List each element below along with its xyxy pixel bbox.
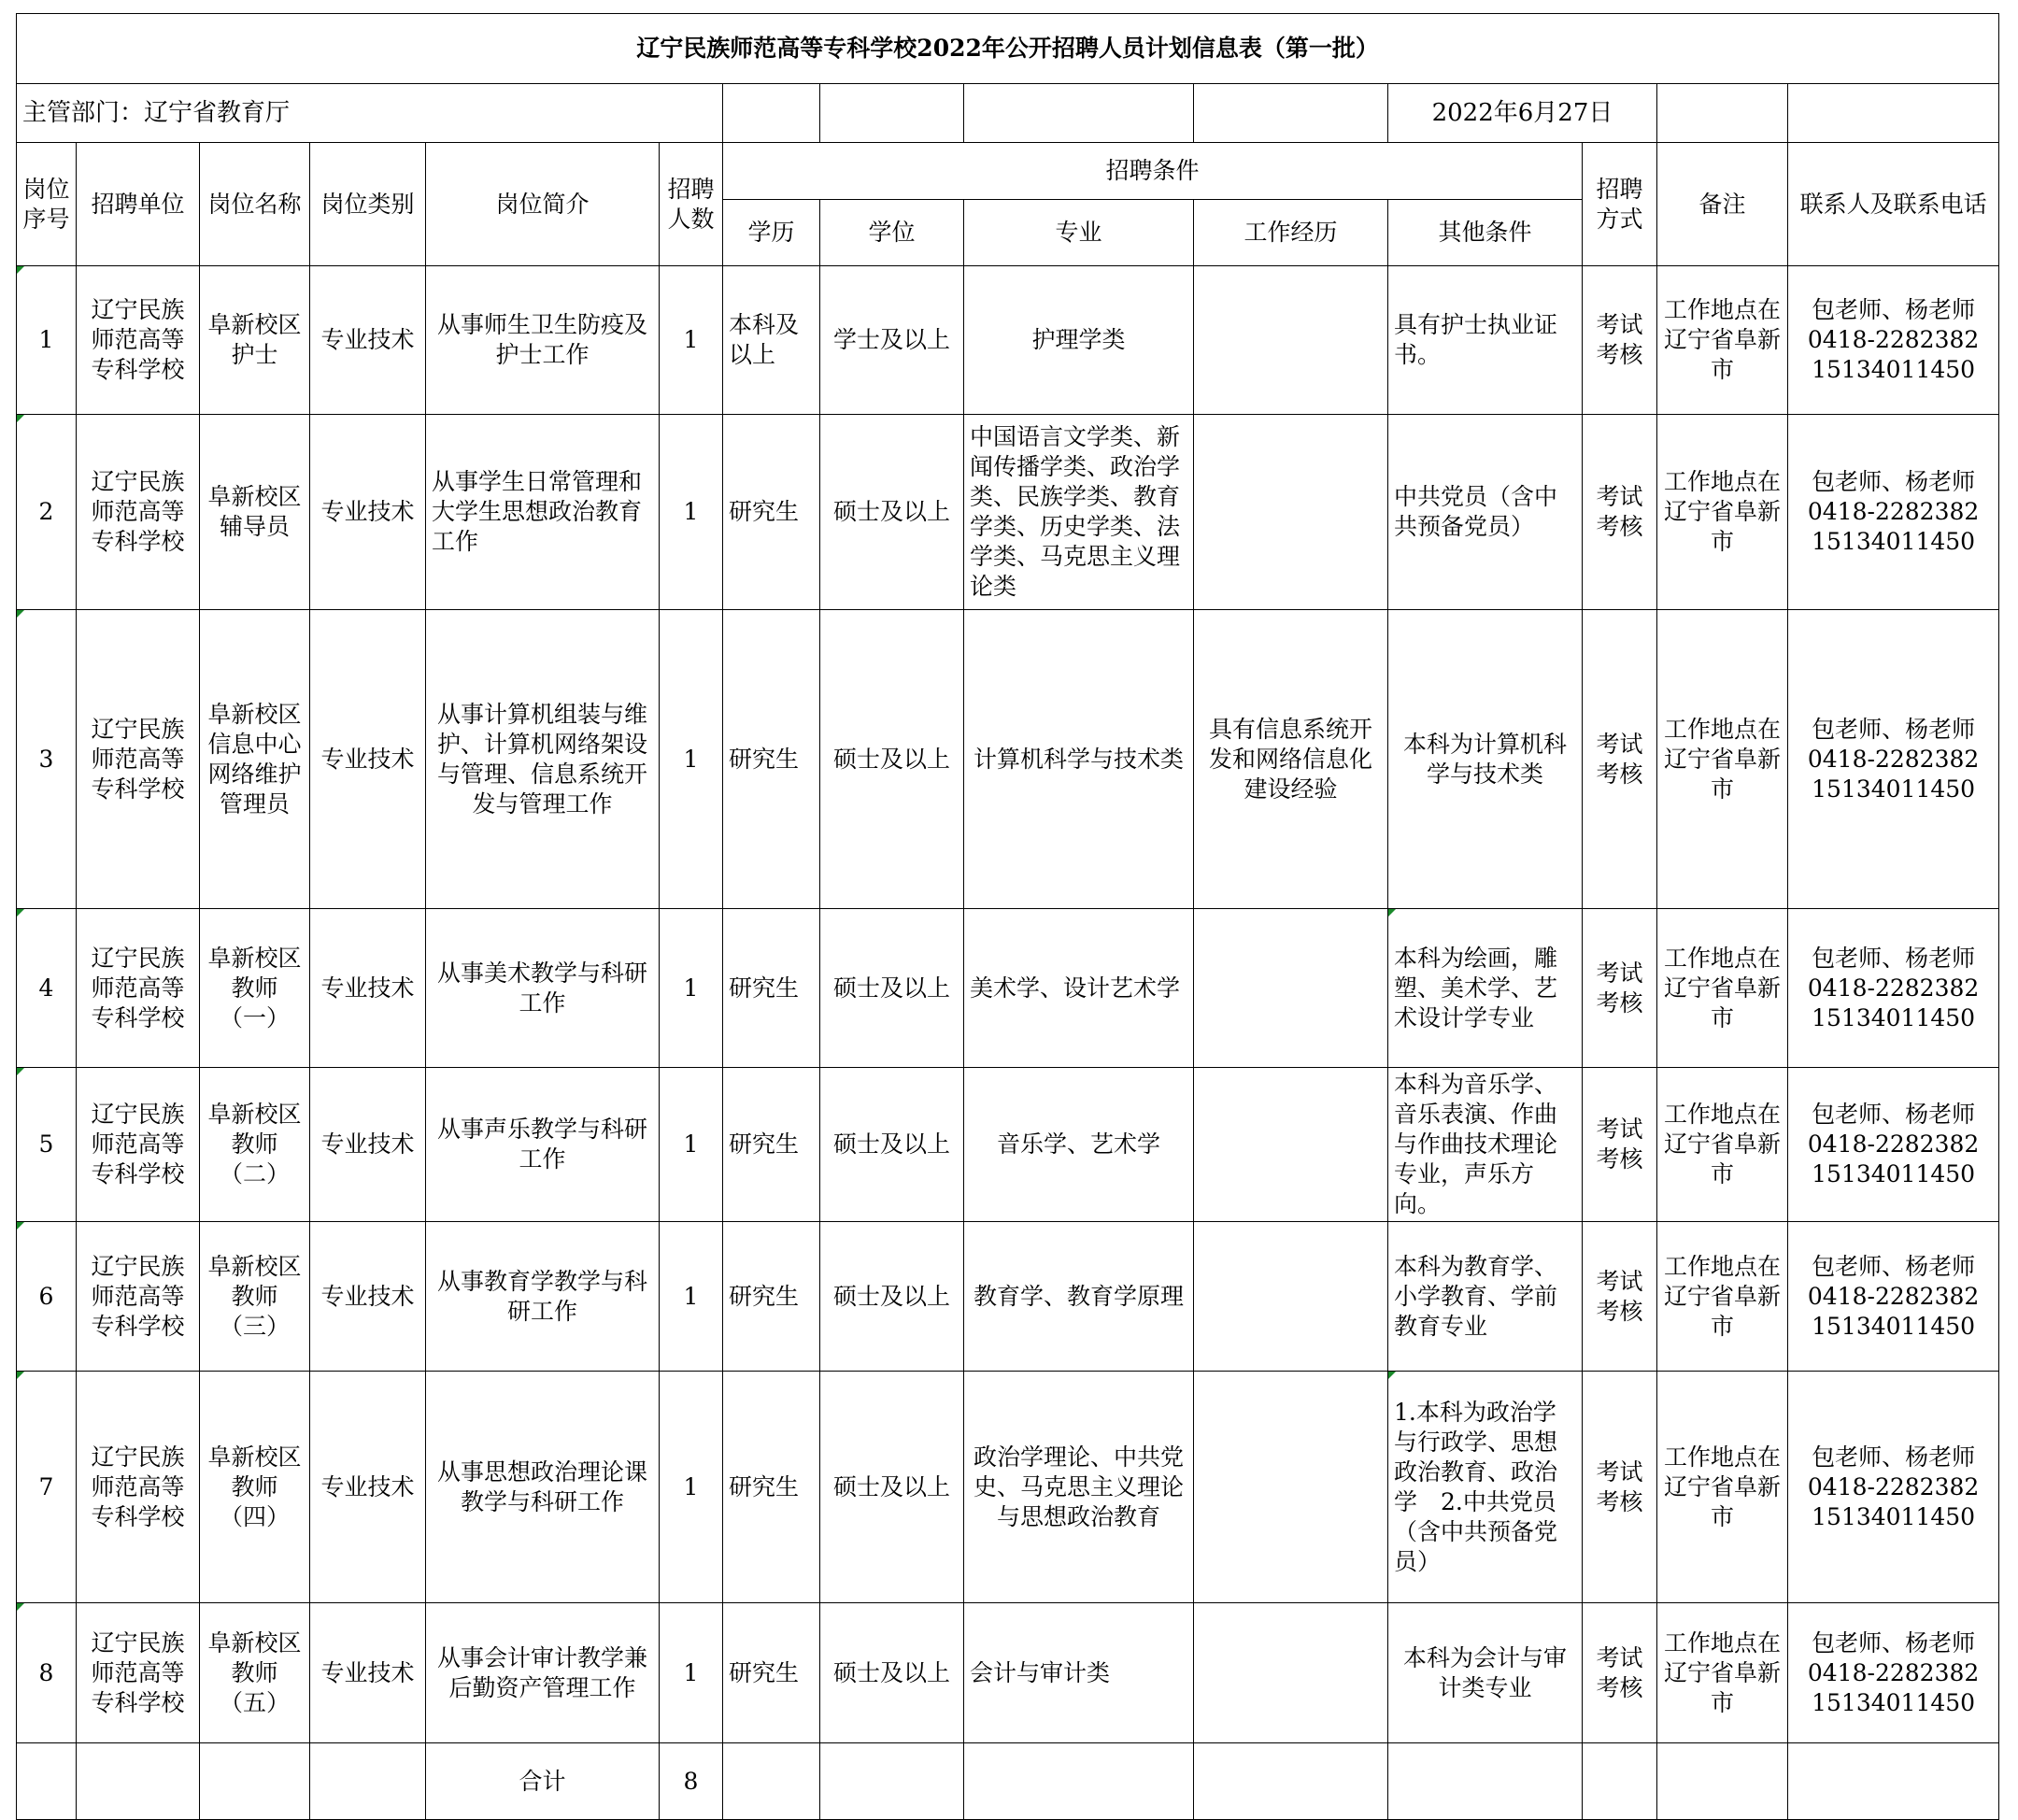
cell-education: 研究生 bbox=[723, 1603, 820, 1743]
cell-major: 音乐学、艺术学 bbox=[964, 1068, 1194, 1222]
table-row bbox=[17, 909, 1999, 1068]
cell-note: 工作地点在辽宁省阜新市 bbox=[1657, 1222, 1788, 1372]
contact-phone: 0418-2282382 bbox=[1807, 1130, 1980, 1158]
cell-experience bbox=[1194, 1222, 1388, 1372]
contact-names: 包老师、杨老师 bbox=[1812, 296, 1976, 323]
cell-count: 1 bbox=[660, 1372, 723, 1603]
cell-intro: 从事声乐教学与科研工作 bbox=[426, 1068, 660, 1222]
cell-intro: 从事思想政治理论课教学与科研工作 bbox=[426, 1372, 660, 1603]
blank-cell bbox=[964, 84, 1194, 143]
cell-category: 专业技术 bbox=[310, 1372, 426, 1603]
cell-count: 1 bbox=[660, 266, 723, 415]
blank-cell bbox=[310, 1743, 426, 1820]
blank-cell bbox=[1194, 84, 1388, 143]
contact-mobile: 15134011450 bbox=[1812, 1312, 1976, 1340]
contact-phone: 0418-2282382 bbox=[1807, 1658, 1980, 1686]
blank-cell bbox=[820, 84, 964, 143]
cell-major: 教育学、教育学原理 bbox=[964, 1222, 1194, 1372]
cell-category: 专业技术 bbox=[310, 1068, 426, 1222]
cell-contact bbox=[1788, 1068, 1999, 1222]
blank-cell bbox=[1657, 1743, 1788, 1820]
header-note: 备注 bbox=[1657, 143, 1788, 266]
contact-names: 包老师、杨老师 bbox=[1812, 468, 1976, 495]
cell-major: 美术学、设计艺术学 bbox=[964, 909, 1194, 1068]
cell-major: 会计与审计类 bbox=[964, 1603, 1194, 1743]
cell-marker-icon bbox=[17, 909, 24, 917]
cell-experience bbox=[1194, 266, 1388, 415]
cell-unit: 辽宁民族师范高等专科学校 bbox=[77, 1222, 200, 1372]
cell-note: 工作地点在辽宁省阜新市 bbox=[1657, 1603, 1788, 1743]
cell-education: 研究生 bbox=[723, 415, 820, 610]
cell-seq: 4 bbox=[17, 909, 77, 1068]
header-category: 岗位类别 bbox=[310, 143, 426, 266]
cell-unit: 辽宁民族师范高等专科学校 bbox=[77, 266, 200, 415]
cell-experience bbox=[1194, 1603, 1388, 1743]
table-row bbox=[17, 610, 1999, 909]
cell-method: 考试考核 bbox=[1583, 266, 1657, 415]
cell-other: 本科为计算机科学与技术类 bbox=[1388, 610, 1583, 909]
cell-seq: 3 bbox=[17, 610, 77, 909]
header-method: 招聘方式 bbox=[1583, 143, 1657, 266]
cell-major: 计算机科学与技术类 bbox=[964, 610, 1194, 909]
cell-unit: 辽宁民族师范高等专科学校 bbox=[77, 415, 200, 610]
cell-other: 本科为会计与审计类专业 bbox=[1388, 1603, 1583, 1743]
cell-experience bbox=[1194, 909, 1388, 1068]
table-row bbox=[17, 1222, 1999, 1372]
cell-seq: 6 bbox=[17, 1222, 77, 1372]
cell-intro: 从事教育学教学与科研工作 bbox=[426, 1222, 660, 1372]
blank-cell bbox=[1583, 1743, 1657, 1820]
blank-cell bbox=[723, 1743, 820, 1820]
cell-contact bbox=[1788, 415, 1999, 610]
contact-mobile: 15134011450 bbox=[1812, 1003, 1976, 1031]
cell-seq: 7 bbox=[17, 1372, 77, 1603]
cell-intro: 从事会计审计教学兼后勤资产管理工作 bbox=[426, 1603, 660, 1743]
header-degree: 学位 bbox=[820, 200, 964, 266]
cell-marker-icon bbox=[17, 610, 24, 618]
cell-count: 1 bbox=[660, 1068, 723, 1222]
cell-post: 阜新校区教师（五） bbox=[200, 1603, 310, 1743]
header-major: 专业 bbox=[964, 200, 1194, 266]
header-education: 学历 bbox=[723, 200, 820, 266]
header-post-name: 岗位名称 bbox=[200, 143, 310, 266]
contact-names: 包老师、杨老师 bbox=[1812, 1101, 1976, 1128]
blank-cell bbox=[17, 1743, 77, 1820]
total-row bbox=[17, 1743, 1999, 1820]
table-row bbox=[17, 1603, 1999, 1743]
contact-phone: 0418-2282382 bbox=[1807, 498, 1980, 525]
cell-category: 专业技术 bbox=[310, 909, 426, 1068]
cell-degree: 硕士及以上 bbox=[820, 610, 964, 909]
cell-degree: 硕士及以上 bbox=[820, 1603, 964, 1743]
cell-post: 阜新校区教师（二） bbox=[200, 1068, 310, 1222]
cell-intro: 从事美术教学与科研工作 bbox=[426, 909, 660, 1068]
cell-experience bbox=[1194, 415, 1388, 610]
cell-education: 研究生 bbox=[723, 1068, 820, 1222]
cell-education: 研究生 bbox=[723, 610, 820, 909]
header-other: 其他条件 bbox=[1388, 200, 1583, 266]
cell-count: 1 bbox=[660, 610, 723, 909]
cell-unit: 辽宁民族师范高等专科学校 bbox=[77, 909, 200, 1068]
cell-contact bbox=[1788, 610, 1999, 909]
contact-names: 包老师、杨老师 bbox=[1812, 944, 1976, 972]
header-contact: 联系人及联系电话 bbox=[1788, 143, 1999, 266]
cell-contact bbox=[1788, 1222, 1999, 1372]
cell-method: 考试考核 bbox=[1583, 1068, 1657, 1222]
publish-date: 2022年6月27日 bbox=[1388, 84, 1657, 143]
cell-degree: 学士及以上 bbox=[820, 266, 964, 415]
cell-method: 考试考核 bbox=[1583, 1372, 1657, 1603]
cell-post: 阜新校区辅导员 bbox=[200, 415, 310, 610]
contact-phone: 0418-2282382 bbox=[1807, 1472, 1980, 1500]
contact-mobile: 15134011450 bbox=[1812, 528, 1976, 555]
cell-note: 工作地点在辽宁省阜新市 bbox=[1657, 1068, 1788, 1222]
recruitment-table bbox=[16, 13, 1999, 1820]
cell-major: 中国语言文学类、新闻传播学类、政治学类、民族学类、教育学类、历史学类、法学类、马克思主义理论类 bbox=[964, 415, 1194, 610]
cell-count: 1 bbox=[660, 1603, 723, 1743]
total-count: 8 bbox=[660, 1743, 723, 1820]
cell-note: 工作地点在辽宁省阜新市 bbox=[1657, 415, 1788, 610]
cell-marker-icon bbox=[1388, 909, 1396, 917]
cell-category: 专业技术 bbox=[310, 610, 426, 909]
cell-degree: 硕士及以上 bbox=[820, 415, 964, 610]
cell-major: 政治学理论、中共党史、马克思主义理论与思想政治教育 bbox=[964, 1372, 1194, 1603]
cell-method: 考试考核 bbox=[1583, 909, 1657, 1068]
cell-degree: 硕士及以上 bbox=[820, 1068, 964, 1222]
cell-degree: 硕士及以上 bbox=[820, 1222, 964, 1372]
contact-mobile: 15134011450 bbox=[1812, 1502, 1976, 1530]
contact-mobile: 15134011450 bbox=[1812, 356, 1976, 383]
cell-intro: 从事计算机组装与维护、计算机网络架设与管理、信息系统开发与管理工作 bbox=[426, 610, 660, 909]
cell-experience: 具有信息系统开发和网络信息化建设经验 bbox=[1194, 610, 1388, 909]
cell-post: 阜新校区教师（三） bbox=[200, 1222, 310, 1372]
cell-post: 阜新校区信息中心网络维护管理员 bbox=[200, 610, 310, 909]
cell-unit: 辽宁民族师范高等专科学校 bbox=[77, 610, 200, 909]
total-label: 合计 bbox=[426, 1743, 660, 1820]
cell-method: 考试考核 bbox=[1583, 415, 1657, 610]
blank-cell bbox=[820, 1743, 964, 1820]
cell-note: 工作地点在辽宁省阜新市 bbox=[1657, 1372, 1788, 1603]
cell-seq: 8 bbox=[17, 1603, 77, 1743]
contact-names: 包老师、杨老师 bbox=[1812, 1628, 1976, 1656]
cell-marker-icon bbox=[17, 1222, 24, 1230]
cell-method: 考试考核 bbox=[1583, 610, 1657, 909]
cell-post: 阜新校区护士 bbox=[200, 266, 310, 415]
cell-contact bbox=[1788, 266, 1999, 415]
cell-other: 中共党员（含中共预备党员） bbox=[1388, 415, 1583, 610]
cell-degree: 硕士及以上 bbox=[820, 1372, 964, 1603]
cell-other: 本科为教育学、小学教育、学前教育专业 bbox=[1388, 1222, 1583, 1372]
table-row bbox=[17, 1372, 1999, 1603]
header-intro: 岗位简介 bbox=[426, 143, 660, 266]
cell-count: 1 bbox=[660, 415, 723, 610]
cell-count: 1 bbox=[660, 1222, 723, 1372]
cell-category: 专业技术 bbox=[310, 266, 426, 415]
department-label: 主管部门：辽宁省教育厅 bbox=[17, 84, 723, 143]
cell-intro: 从事学生日常管理和大学生思想政治教育工作 bbox=[426, 415, 660, 610]
cell-marker-icon bbox=[1388, 1372, 1396, 1379]
cell-count: 1 bbox=[660, 909, 723, 1068]
contact-phone: 0418-2282382 bbox=[1807, 974, 1980, 1002]
header-seq: 岗位序号 bbox=[17, 143, 77, 266]
cell-seq: 5 bbox=[17, 1068, 77, 1222]
cell-marker-icon bbox=[17, 1603, 24, 1611]
blank-cell bbox=[723, 84, 820, 143]
cell-major: 护理学类 bbox=[964, 266, 1194, 415]
cell-education: 研究生 bbox=[723, 909, 820, 1068]
cell-method: 考试考核 bbox=[1583, 1222, 1657, 1372]
cell-contact bbox=[1788, 1603, 1999, 1743]
table-row bbox=[17, 1068, 1999, 1222]
cell-seq: 1 bbox=[17, 266, 77, 415]
cell-education: 研究生 bbox=[723, 1222, 820, 1372]
cell-other: 1.本科为政治学与行政学、思想政治教育、政治学 2.中共党员（含中共预备党员） bbox=[1388, 1372, 1583, 1603]
blank-cell bbox=[1388, 1743, 1583, 1820]
header-unit: 招聘单位 bbox=[77, 143, 200, 266]
cell-unit: 辽宁民族师范高等专科学校 bbox=[77, 1068, 200, 1222]
cell-other: 具有护士执业证书。 bbox=[1388, 266, 1583, 415]
contact-names: 包老师、杨老师 bbox=[1812, 1252, 1976, 1280]
blank-cell bbox=[1194, 1743, 1388, 1820]
cell-note: 工作地点在辽宁省阜新市 bbox=[1657, 266, 1788, 415]
cell-category: 专业技术 bbox=[310, 1603, 426, 1743]
contact-phone: 0418-2282382 bbox=[1807, 745, 1980, 773]
cell-post: 阜新校区教师（一） bbox=[200, 909, 310, 1068]
cell-experience bbox=[1194, 1068, 1388, 1222]
cell-marker-icon bbox=[17, 1372, 24, 1379]
contact-mobile: 15134011450 bbox=[1812, 1688, 1976, 1716]
cell-category: 专业技术 bbox=[310, 415, 426, 610]
cell-unit: 辽宁民族师范高等专科学校 bbox=[77, 1603, 200, 1743]
cell-method: 考试考核 bbox=[1583, 1603, 1657, 1743]
cell-note: 工作地点在辽宁省阜新市 bbox=[1657, 909, 1788, 1068]
cell-category: 专业技术 bbox=[310, 1222, 426, 1372]
cell-intro: 从事师生卫生防疫及护士工作 bbox=[426, 266, 660, 415]
contact-names: 包老师、杨老师 bbox=[1812, 715, 1976, 743]
cell-degree: 硕士及以上 bbox=[820, 909, 964, 1068]
header-experience: 工作经历 bbox=[1194, 200, 1388, 266]
cell-education: 研究生 bbox=[723, 1372, 820, 1603]
page-title: 辽宁民族师范高等专科学校2022年公开招聘人员计划信息表（第一批） bbox=[17, 14, 1999, 84]
cell-unit: 辽宁民族师范高等专科学校 bbox=[77, 1372, 200, 1603]
header-conditions: 招聘条件 bbox=[723, 143, 1583, 200]
cell-contact bbox=[1788, 1372, 1999, 1603]
table-row bbox=[17, 266, 1999, 415]
blank-cell bbox=[1657, 84, 1788, 143]
blank-cell bbox=[964, 1743, 1194, 1820]
cell-marker-icon bbox=[17, 1068, 24, 1075]
blank-cell bbox=[77, 1743, 200, 1820]
blank-cell bbox=[1788, 84, 1999, 143]
blank-cell bbox=[200, 1743, 310, 1820]
cell-education: 本科及以上 bbox=[723, 266, 820, 415]
contact-phone: 0418-2282382 bbox=[1807, 326, 1980, 353]
blank-cell bbox=[1788, 1743, 1999, 1820]
header-count: 招聘人数 bbox=[660, 143, 723, 266]
contact-mobile: 15134011450 bbox=[1812, 775, 1976, 803]
cell-seq: 2 bbox=[17, 415, 77, 610]
cell-other: 本科为音乐学、音乐表演、作曲与作曲技术理论专业，声乐方向。 bbox=[1388, 1068, 1583, 1222]
cell-other: 本科为绘画，雕塑、美术学、艺术设计学专业 bbox=[1388, 909, 1583, 1068]
contact-mobile: 15134011450 bbox=[1812, 1160, 1976, 1187]
table-row bbox=[17, 415, 1999, 610]
cell-post: 阜新校区教师（四） bbox=[200, 1372, 310, 1603]
cell-note: 工作地点在辽宁省阜新市 bbox=[1657, 610, 1788, 909]
contact-names: 包老师、杨老师 bbox=[1812, 1443, 1976, 1471]
cell-marker-icon bbox=[17, 415, 24, 422]
cell-marker-icon bbox=[17, 266, 24, 274]
cell-contact bbox=[1788, 909, 1999, 1068]
cell-experience bbox=[1194, 1372, 1388, 1603]
contact-phone: 0418-2282382 bbox=[1807, 1282, 1980, 1310]
